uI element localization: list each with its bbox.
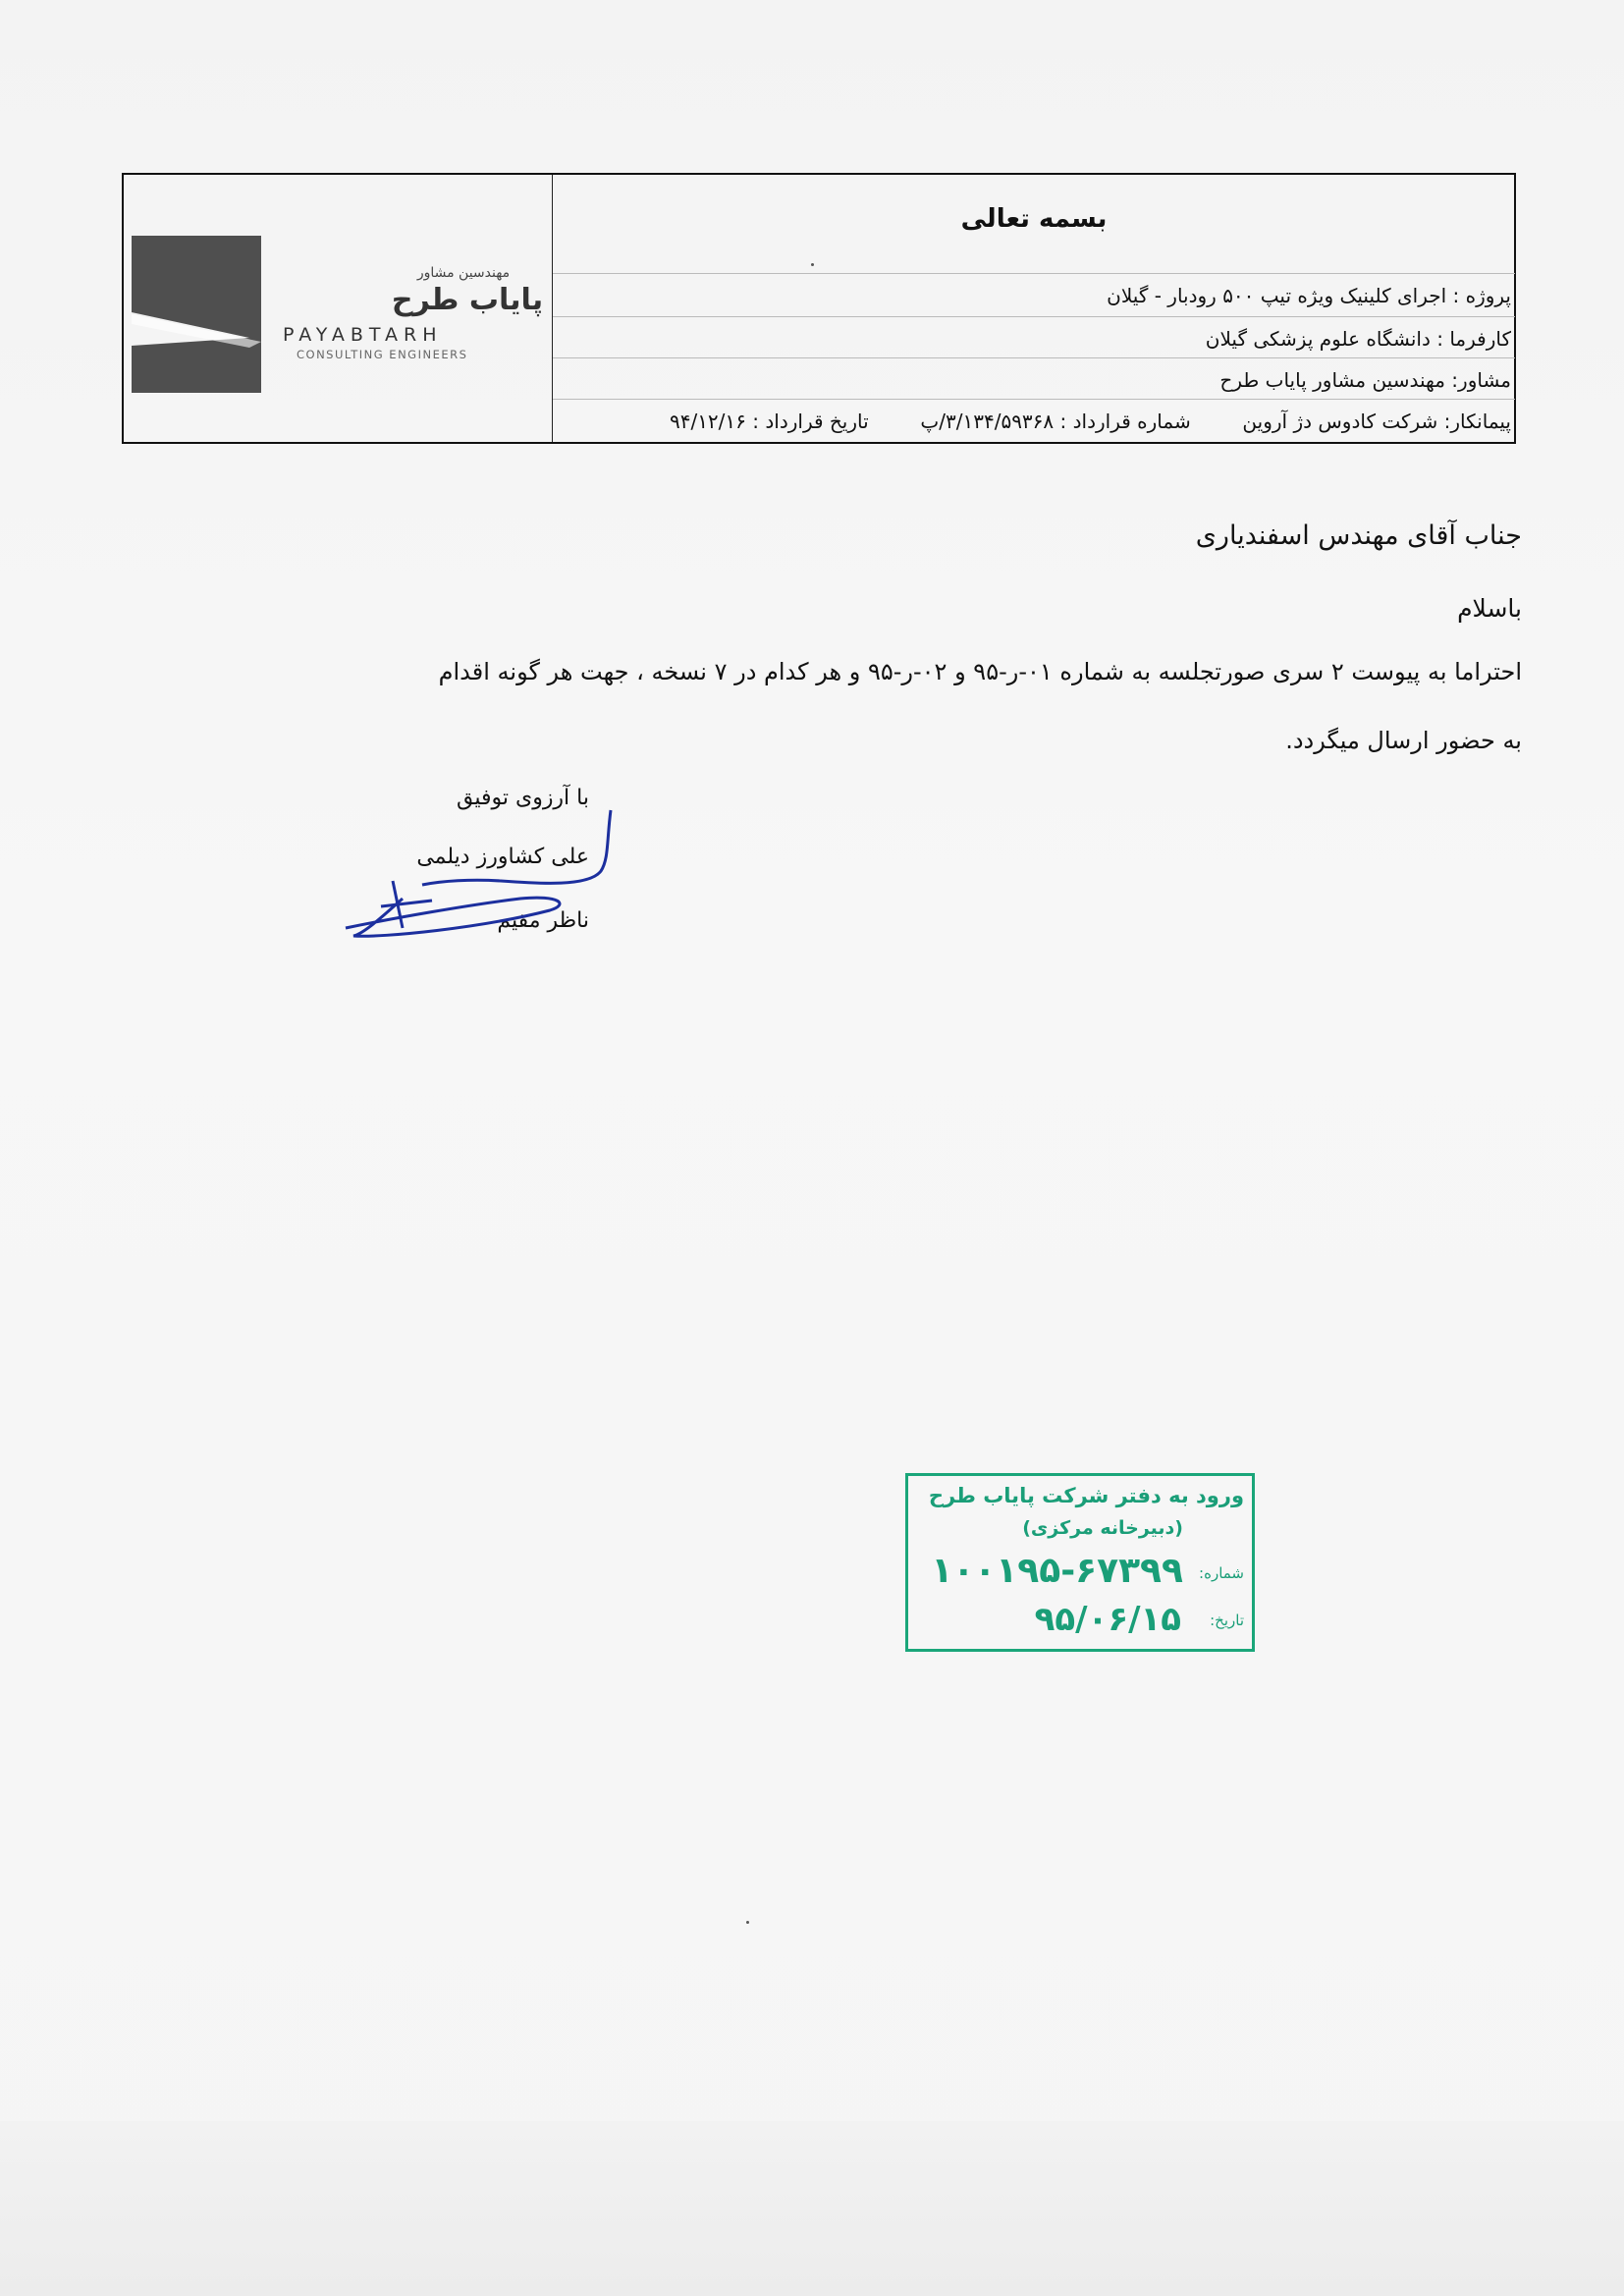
scan-speck [811, 263, 814, 266]
letter-paragraph-line-2: به حضور ارسال میگردد. [1285, 727, 1522, 754]
company-logo-mark [132, 236, 261, 393]
stamp-title: ورود به دفتر شرکت پایاب طرح [928, 1484, 1244, 1507]
employer-row: کارفرما : دانشگاه علوم پزشکی گیلان [553, 316, 1515, 359]
consultant-row: مشاور: مهندسین مشاور پایاب طرح [553, 357, 1515, 401]
contract-number-field: شماره قرارداد : ۳/۱۳۴/۵۹۳۶۸/پ [920, 410, 1191, 433]
letter-paragraph-line-1: احتراما به پیوست ۲ سری صورتجلسه به شماره ۰۱-ر-۹۵ و ۰۲-ر-۹۵ و هر کدام در ۷ نسخه ، جهت هر گونه اقدام [438, 658, 1522, 685]
greeting: باسلام [1457, 594, 1522, 623]
scan-bottom-shade [0, 2121, 1624, 2296]
closing-wish: با آرزوی توفیق [456, 786, 589, 810]
logo-name-en: PAYABTARH [283, 324, 443, 346]
handwritten-signature [324, 791, 638, 967]
signer-name: علی کشاورز دیلمی [416, 845, 589, 869]
contract-date-field: تاریخ قرارداد : ۹۴/۱۲/۱۶ [669, 410, 869, 433]
receipt-stamp [905, 1473, 1255, 1652]
stamp-number-label: شماره: [1199, 1564, 1244, 1582]
logo-cell [124, 175, 553, 442]
logo-name-fa: پایاب طرح [391, 283, 544, 317]
contractor-field: پیمانکار: شرکت کادوس دژ آروین [1242, 410, 1511, 433]
stamp-number-value: ۱۰۰۱۹۵-۶۷۳۹۹ [931, 1551, 1183, 1591]
stamp-date-label: تاریخ: [1210, 1612, 1244, 1629]
logo-tagline: CONSULTING ENGINEERS [297, 348, 468, 361]
stamp-date-value: ۹۵/۰۶/۱۵ [1034, 1600, 1181, 1639]
scan-speck [746, 1921, 749, 1924]
letterhead-box [122, 173, 1516, 444]
signer-title: ناظر مقیم [497, 908, 589, 933]
project-row: پروژه : اجرای کلینیک ویژه تیپ ۵۰۰ رودبار - گیلان [553, 273, 1515, 316]
stamp-subtitle: (دبیرخانه مرکزی) [1022, 1517, 1183, 1539]
bismillah-heading: بسمه تعالی [960, 204, 1108, 234]
logo-subtitle: مهندسین مشاور [416, 265, 511, 281]
contract-row [553, 399, 1515, 440]
addressee: جناب آقای مهندس اسفندیاری [1195, 520, 1522, 551]
project-info-cell [553, 175, 1515, 442]
